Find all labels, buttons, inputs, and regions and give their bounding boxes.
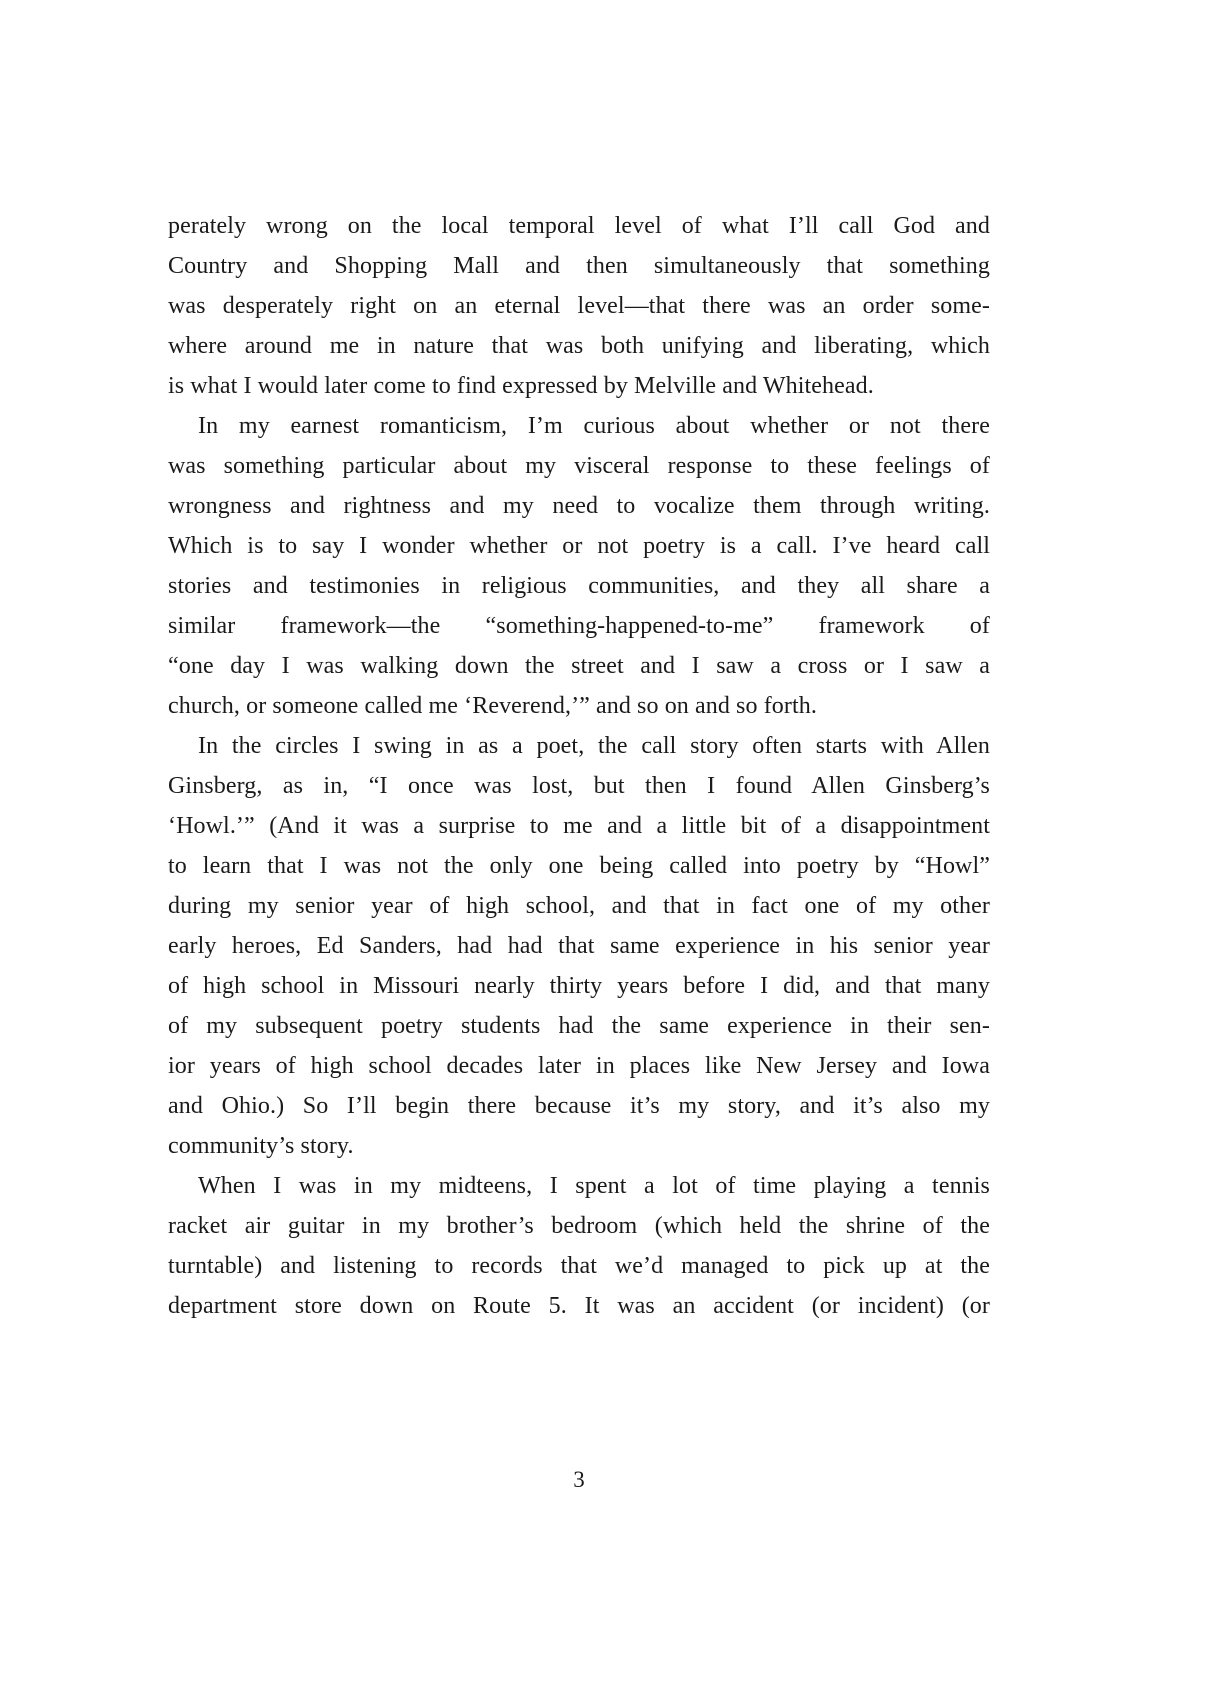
paragraph bbox=[168, 406, 990, 726]
text-line: wrongness and rightness and my need to vocalize them through writing. bbox=[168, 493, 990, 519]
text-block bbox=[168, 206, 990, 1326]
text-line: similar framework—the “something-happened-to-me” framework of bbox=[168, 613, 990, 639]
text-line: where around me in nature that was both unifying and liberating, which bbox=[168, 333, 990, 359]
text-line: “one day I was walking down the street and I saw a cross or I saw a bbox=[168, 653, 990, 679]
text-line: of my subsequent poetry students had the same experience in their sen- bbox=[168, 1013, 990, 1039]
text-line: turntable) and listening to records that we’d managed to pick up at the bbox=[168, 1253, 990, 1279]
text-line: Which is to say I wonder whether or not poetry is a call. I’ve heard call bbox=[168, 533, 990, 559]
text-line: was something particular about my visceral response to these feelings of bbox=[168, 453, 990, 479]
text-line: early heroes, Ed Sanders, had had that same experience in his senior year bbox=[168, 933, 990, 959]
paragraph bbox=[168, 1166, 990, 1326]
page-number: 3 bbox=[573, 1467, 585, 1492]
text-line: Ginsberg, as in, “I once was lost, but then I found Allen Ginsberg’s bbox=[168, 773, 990, 799]
text-line: ior years of high school decades later in places like New Jersey and Iowa bbox=[168, 1053, 990, 1079]
text-line: to learn that I was not the only one being called into poetry by “Howl” bbox=[168, 853, 990, 879]
text-line: of high school in Missouri nearly thirty years before I did, and that many bbox=[168, 973, 990, 999]
text-line: In the circles I swing in as a poet, the call story often starts with Allen bbox=[198, 733, 990, 759]
text-line: ‘Howl.’” (And it was a surprise to me and a little bit of a disappointment bbox=[168, 813, 990, 839]
text-line: department store down on Route 5. It was an accident (or incident) (or bbox=[168, 1293, 990, 1319]
text-line: When I was in my midteens, I spent a lot of time playing a tennis bbox=[198, 1173, 990, 1199]
text-line: racket air guitar in my brother’s bedroom (which held the shrine of the bbox=[168, 1213, 990, 1239]
text-line: during my senior year of high school, and that in fact one of my other bbox=[168, 893, 990, 919]
text-line: was desperately right on an eternal level—that there was an order some- bbox=[168, 293, 990, 319]
paragraph bbox=[168, 726, 990, 1166]
text-line: stories and testimonies in religious communities, and they all share a bbox=[168, 573, 990, 599]
text-line: and Ohio.) So I’ll begin there because it’s my story, and it’s also my bbox=[168, 1093, 990, 1119]
text-line: is what I would later come to find expressed by Melville and Whitehead. bbox=[168, 373, 874, 399]
text-line: church, or someone called me ‘Reverend,’” and so on and so forth. bbox=[168, 693, 817, 719]
paragraph bbox=[168, 206, 990, 406]
text-line: perately wrong on the local temporal level of what I’ll call God and bbox=[168, 213, 990, 239]
text-line: In my earnest romanticism, I’m curious about whether or not there bbox=[198, 413, 990, 439]
text-line: community’s story. bbox=[168, 1133, 354, 1159]
text-line: Country and Shopping Mall and then simultaneously that something bbox=[168, 253, 990, 279]
